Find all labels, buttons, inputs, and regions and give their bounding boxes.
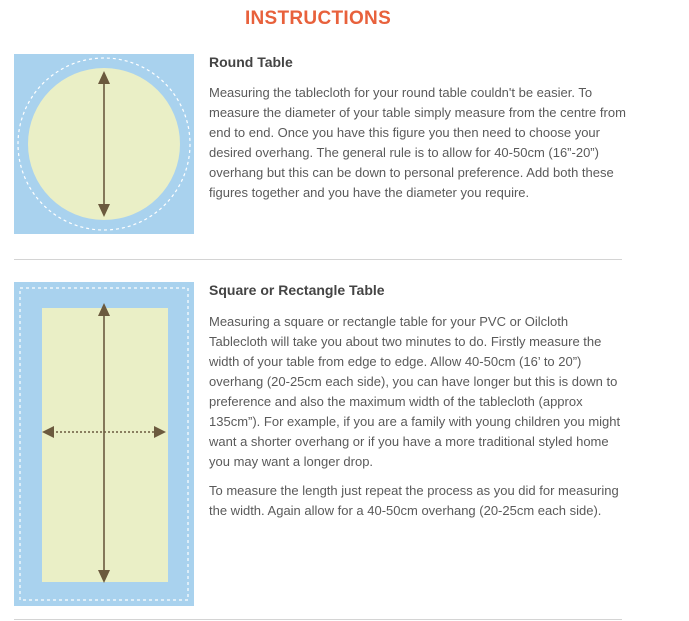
rectangle-table-text-2: To measure the length just repeat the process as you did for measuring the width. Again allow for a 40-50cm overhang (20-25cm each side). <box>209 483 619 518</box>
section-divider <box>14 259 622 260</box>
rectangle-table-text-1: Measuring a square or rectangle table for your PVC or Oilcloth Tablecloth will take you about two minutes to do. Firstly measure the width of your table from edge to edge. Allow 40-50cm (16’ to 20”) overhang (20-25cm each side), you can have longer but this is down to preference and also the maximum width of the tablecloth (approx 135cm”). For example, if you are a family with young children you might want a shorter overhang or if you have a more traditional styled home you may want a longer drop. <box>209 314 621 469</box>
table-rectangle <box>42 308 168 582</box>
round-table-heading: Round Table <box>209 54 293 70</box>
bottom-divider <box>14 619 622 620</box>
page-title: INSTRUCTIONS <box>244 8 392 29</box>
rectangle-table-diagram <box>14 282 194 606</box>
round-table-text: Measuring the tablecloth for your round table couldn't be easier. To measure the diameter of your table simply measure from the centre from end to end. Once you have this figure you then need to choose your desired overhang. The general rule is to allow for 40-50cm (16”-20”) overhang but this can be down to personal preference. Add both these figures together and you have the diameter you require. <box>209 85 626 200</box>
round-table-diagram <box>14 54 194 234</box>
rectangle-table-heading: Square or Rectangle Table <box>209 282 385 298</box>
